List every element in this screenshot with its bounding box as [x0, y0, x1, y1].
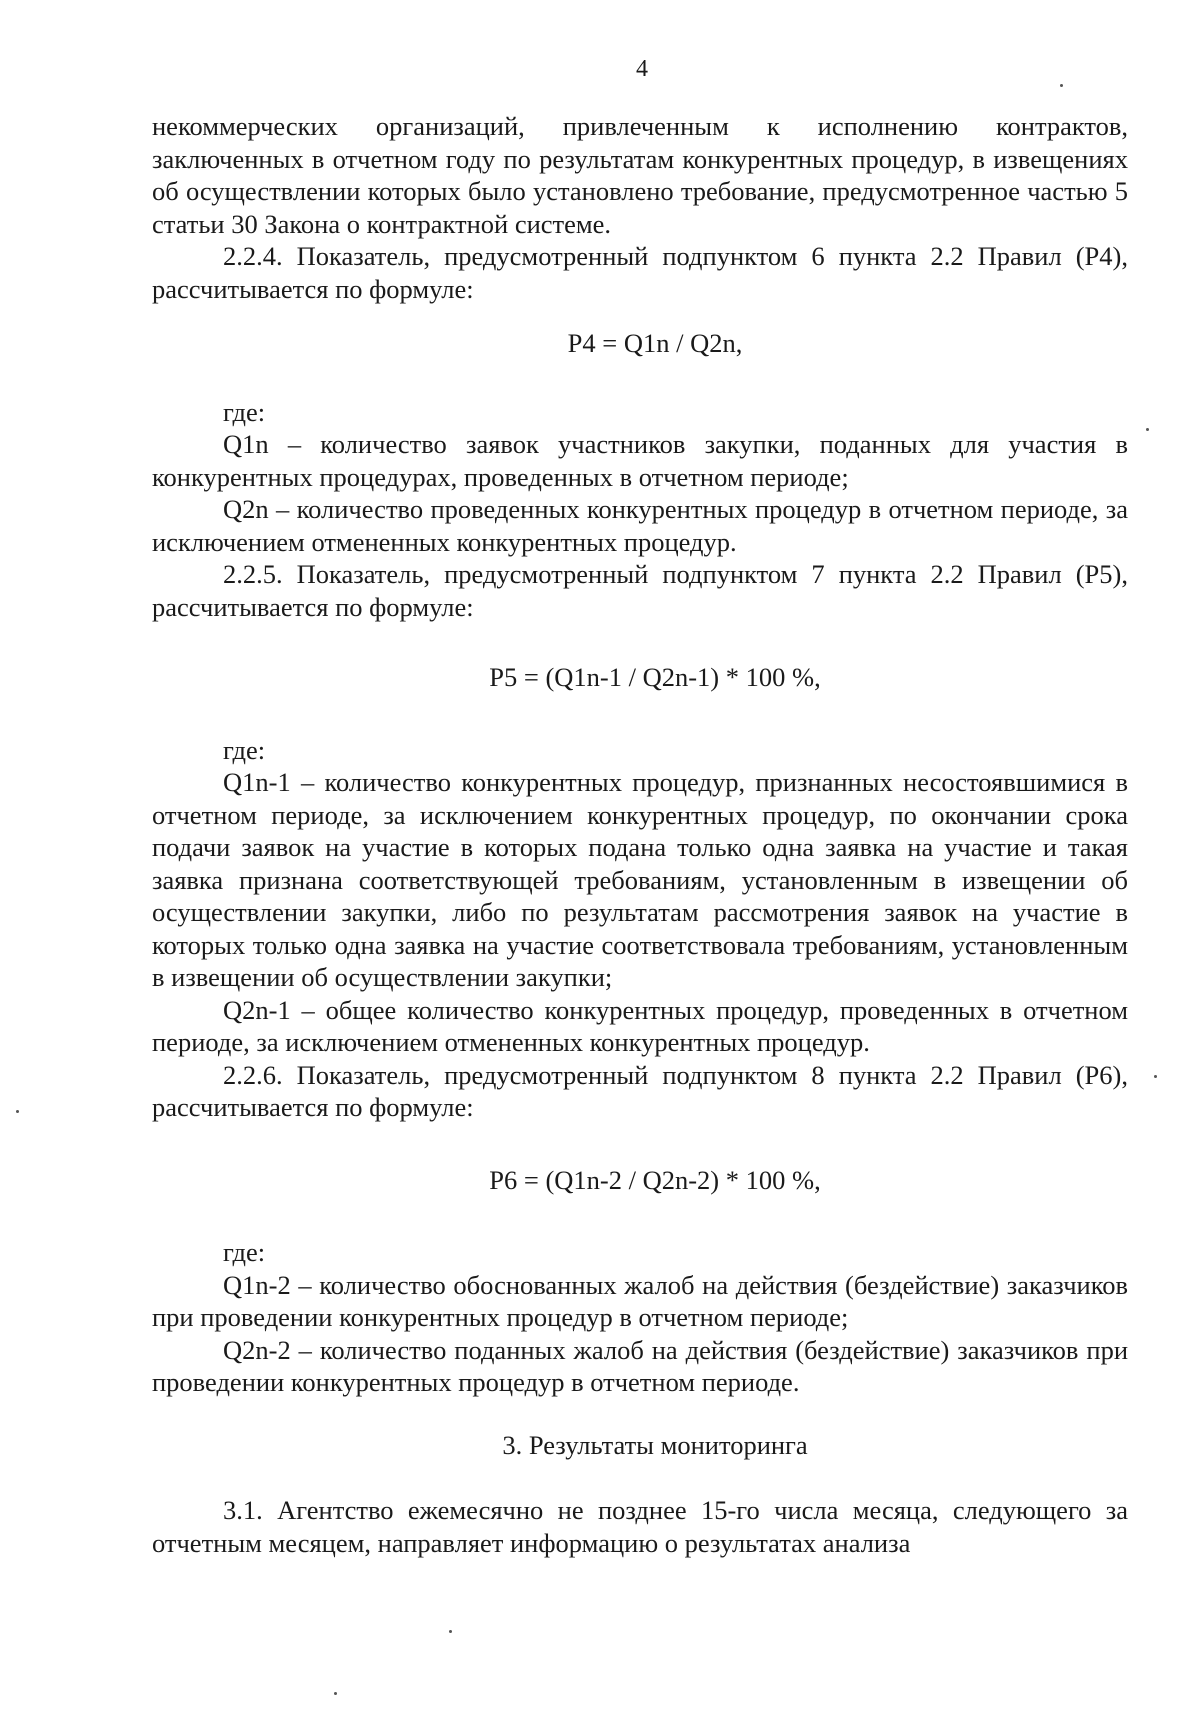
scan-speck — [1060, 84, 1063, 87]
document-body — [152, 110, 1128, 1559]
paragraph-2-2-6: 2.2.6. Показатель, предусмотренный подпунктом 8 пункта 2.2 Правил (Р6), рассчитывается по формуле: — [152, 1059, 1128, 1122]
where-label: где: — [223, 734, 266, 765]
section-heading: 3. Результаты мониторинга — [502, 1429, 808, 1460]
paragraph-2-2-4: 2.2.4. Показатель, предусмотренный подпунктом 6 пункта 2.2 Правил (Р4), рассчитывается по формуле: — [152, 241, 1128, 304]
scan-speck — [1146, 428, 1149, 431]
page-number: 4 — [636, 56, 648, 82]
definition-q2n-2: Q2n-2 – количество поданных жалоб на действия (бездействие) заказчиков при проведении конкурентных процедур в отчетном периоде. — [152, 1334, 1128, 1397]
formula-p4: Р4 = Q1n / Q2n, — [567, 328, 743, 358]
where-label: где: — [223, 396, 266, 427]
definition-q1n-2: Q1n-2 – количество обоснованных жалоб на действия (бездействие) заказчиков при проведении конкурентных процедур в отчетном периоде; — [152, 1269, 1128, 1332]
paragraph-3-1: 3.1. Агентство ежемесячно не позднее 15-го числа месяца, следующего за отчетным месяцем, направляет информацию о результатах анализа — [152, 1495, 1128, 1558]
definition-q1n: Q1n – количество заявок участников закупки, поданных для участия в конкурентных процедурах, проведенных в отчетном периоде; — [152, 429, 1128, 492]
scan-speck — [1154, 1075, 1157, 1078]
formula-p5: Р5 = (Q1n-1 / Q2n-1) * 100 %, — [489, 662, 821, 692]
definition-q2n: Q2n – количество проведенных конкурентных процедур в отчетном периоде, за исключением отмененных конкурентных процедур. — [152, 494, 1128, 557]
paragraph-intro: некоммерческих организаций, привлеченным к исполнению контрактов, заключенных в отчетном году по результатам конкурентных процедур, в извещениях об осуществлении которых было установлено требование, предусмотренное частью 5 статьи 30 Закона о контрактной системе. — [152, 111, 1128, 239]
paragraph-2-2-5: 2.2.5. Показатель, предусмотренный подпунктом 7 пункта 2.2 Правил (Р5), рассчитывается по формуле: — [152, 559, 1128, 622]
formula-p6: Р6 = (Q1n-2 / Q2n-2) * 100 %, — [489, 1164, 821, 1195]
where-label: где: — [223, 1237, 266, 1267]
scan-speck — [16, 1110, 19, 1113]
definition-q2n-1: Q2n-1 – общее количество конкурентных процедур, проведенных в отчетном периоде, за исключением отмененных конкурентных процедур. — [152, 994, 1128, 1057]
scan-speck — [334, 1692, 337, 1695]
scan-speck — [449, 1630, 452, 1633]
definition-q1n-1: Q1n-1 – количество конкурентных процедур, признанных несостоявшимися в отчетном периоде, за исключением конкурентных процедур, по окончании срока подачи заявок на участие в которых подана только одна заявка на участие и такая заявка признана соответствующей требованиям, установленным в извещении об осуществлении закупки, либо по результатам рассмотрения заявок на участие в которых только одна заявка на участие соответствовала требованиям, установленным в извещении об осуществлении закупки; — [152, 767, 1128, 992]
